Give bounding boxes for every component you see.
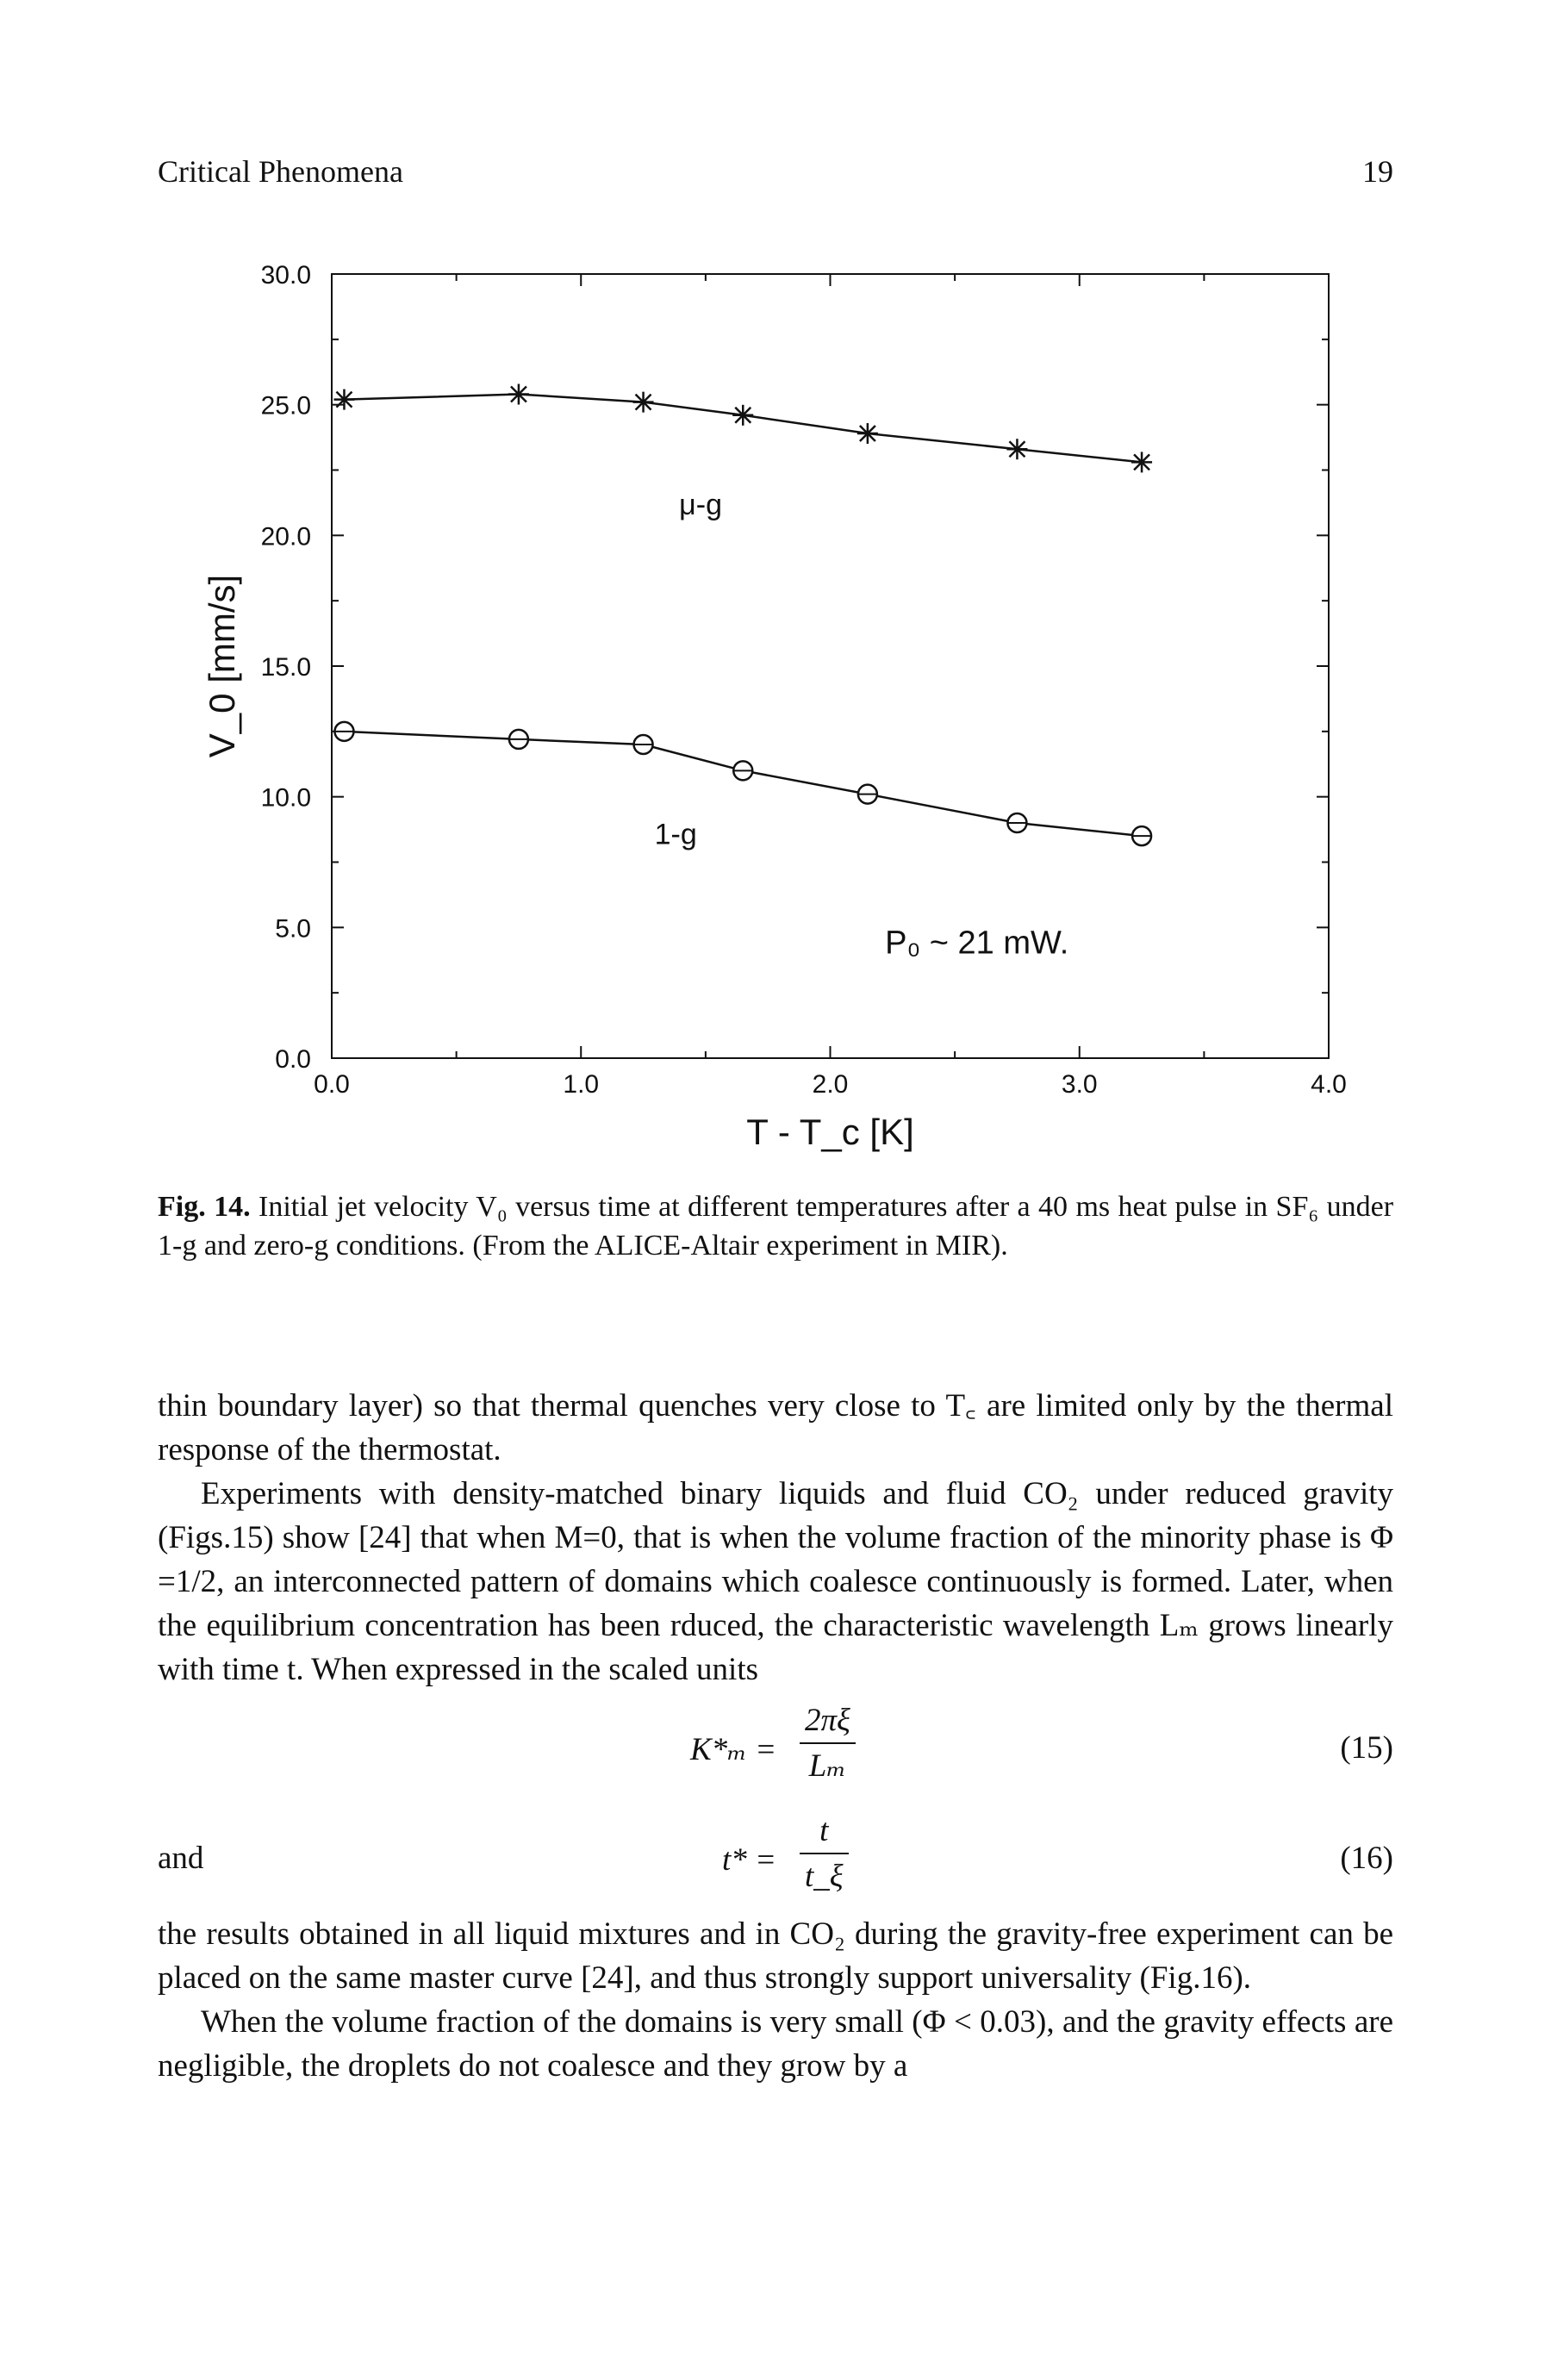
equation-16-number: (16) [1340,1841,1393,1876]
equation-15-numerator: 2πξ [805,1703,850,1738]
data-point-mug [333,389,354,410]
series-line-0 [344,395,1142,463]
and-word: and [158,1841,204,1876]
data-point-mug [857,423,878,444]
equation-15-number: (15) [1340,1730,1393,1766]
y-tick-label: 20.0 [260,522,311,551]
x-axis-label: T - T_c [K] [746,1112,914,1152]
equation-16 [158,1802,1393,1912]
y-tick-label: 5.0 [275,914,311,944]
caption-label: Fig. 14. [158,1191,251,1223]
data-point-mug [732,405,753,426]
y-axis-label: V_0 [mm/s] [202,574,242,758]
page-number: 19 [1362,154,1393,189]
x-tick-label: 2.0 [812,1070,849,1099]
data-point-mug [508,384,529,405]
x-tick-label: 3.0 [1061,1070,1098,1099]
equation-15-fraction [800,1698,856,1788]
paragraph-3: the results obtained in all liquid mixtures and in CO₂ during the gravity-free experiment can be placed on the same master curve [24], and thus strongly support universality (Fig.16). [158,1916,1393,1996]
equation-16-numerator: t [819,1813,829,1848]
series-label-mu-g: μ-g [679,489,723,522]
series-label-1-g: 1-g [654,818,697,851]
y-tick-label: 0.0 [275,1045,311,1074]
y-tick-label: 25.0 [260,391,311,421]
x-tick-label: 0.0 [314,1070,350,1099]
data-point-mug [1006,439,1027,459]
y-tick-label: 30.0 [260,261,311,290]
data-point-mug [633,392,654,413]
power-annotation: P₀ ~ 21 mW. [885,925,1069,962]
x-tick-label: 1.0 [563,1070,600,1099]
x-tick-label: 4.0 [1311,1070,1347,1099]
plot-frame [332,274,1329,1058]
equation-15 [158,1692,1393,1802]
data-point-mug [1131,452,1152,472]
equation-15-denominator: Lₘ [800,1742,856,1788]
equation-15-lhs: K*ₘ = [690,1732,777,1767]
paragraph-4: When the volume fraction of the domains is very small (Φ < 0.03), and the gravity effects are negligible, the droplets do not coalesce and they grow by a [158,2004,1393,2084]
figure-caption [158,1187,1393,1265]
body-text [158,1384,1393,2088]
chart-layer [202,261,1347,1152]
y-tick-label: 15.0 [260,653,311,682]
equation-16-lhs: t* = [722,1842,776,1878]
paragraph-1: thin boundary layer) so that thermal quenches very close to T꜀ are limited only by the thermal response of the thermostat. [158,1388,1393,1467]
caption-text: Initial jet velocity V₀ versus time at different temperatures after a 40 ms heat pulse in SF₆ under 1-g and zero-g conditions. (From the ALICE-Altair experiment in MIR). [158,1191,1394,1262]
equation-16-fraction [800,1809,849,1898]
running-title: Critical Phenomena [158,154,403,189]
figure-14-chart [0,0,1551,1172]
y-tick-label: 10.0 [260,783,311,813]
paragraph-2: Experiments with density-matched binary liquids and fluid CO₂ under reduced gravity (Figs.15) show [24] that when M=0, that is when the volume fraction of the minority phase is Φ =1/2, an interconnected pattern of domains which coalesce continuously is formed. Later, when the equilibrium concentration has been rduced, the characteristic wavelength Lₘ grows linearly with time t. When expressed in the scaled units [158,1476,1393,1687]
equation-16-denominator: t_ξ [800,1853,849,1898]
